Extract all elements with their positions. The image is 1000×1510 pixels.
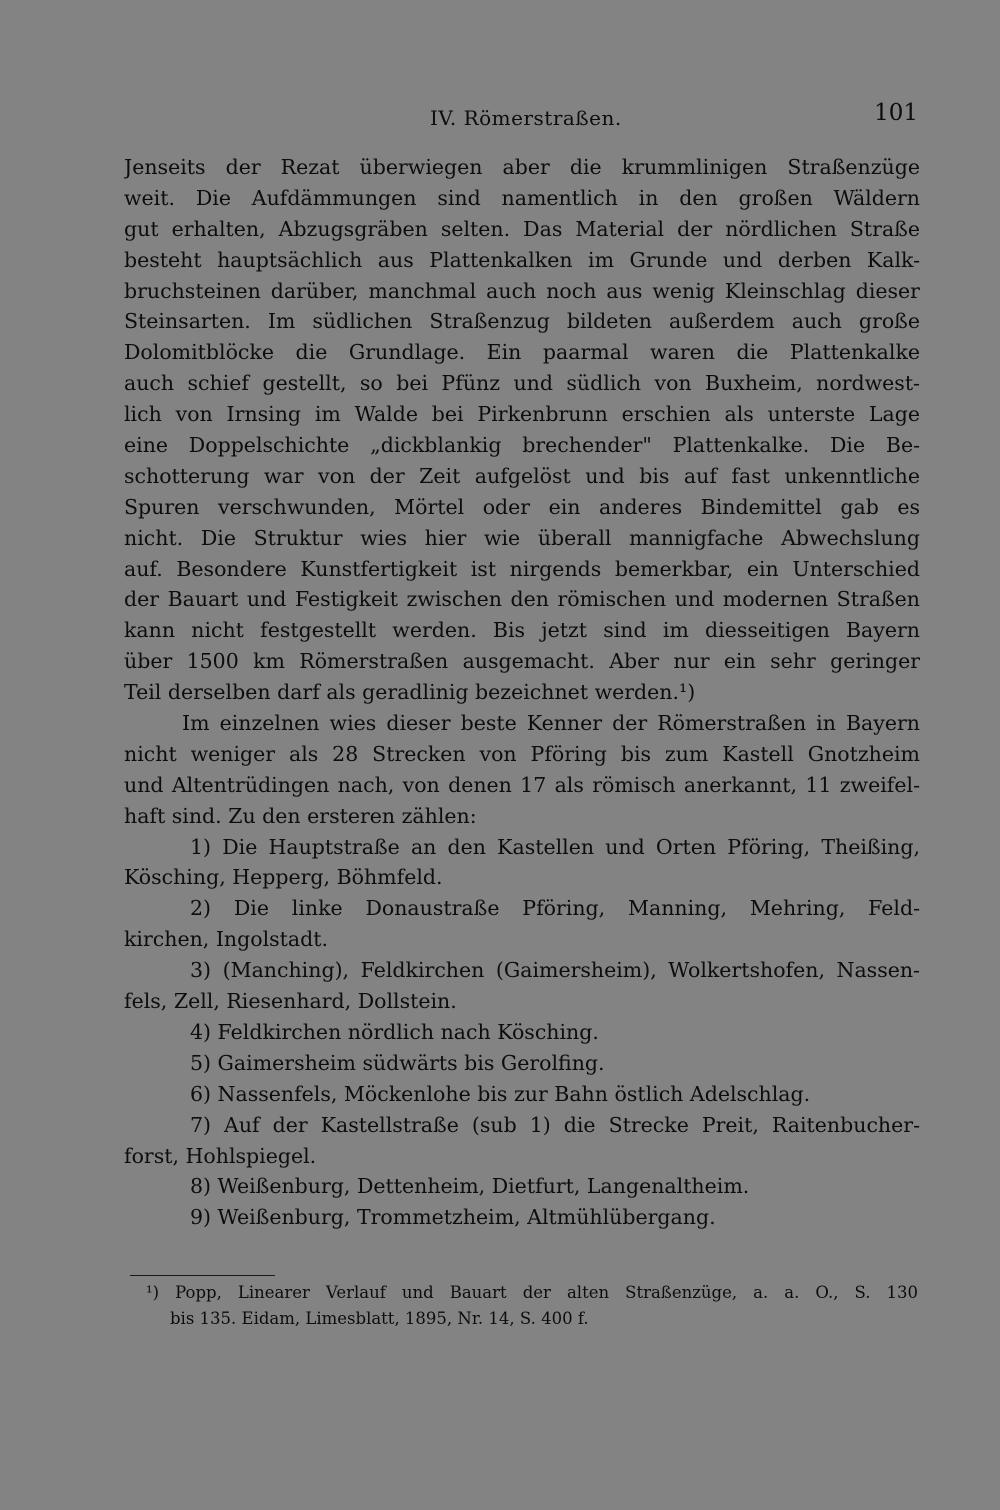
list-item-continuation: Kösching, Hepperg, Böhmfeld. [124, 865, 443, 890]
text-line: nicht. Die Struktur wies hier wie überall mannigfache Abwechslung [124, 525, 920, 550]
text-line: Dolomitblöcke die Grundlage. Ein paarmal waren die Plattenkalke [124, 340, 920, 365]
text-line: über 1500 km Römerstraßen ausgemacht. Aber nur ein sehr geringer [124, 649, 920, 674]
text-line: nicht weniger als 28 Strecken von Pföring bis zum Kastell Gnotzheim [124, 741, 920, 766]
footnote-divider [130, 1275, 275, 1276]
text-line: und Altentrüdingen nach, von denen 17 als römisch anerkannt, 11 zweifel- [124, 772, 920, 797]
footnotes [146, 1280, 918, 1332]
page-number: 101 [874, 100, 918, 126]
text-line: Teil derselben darf als geradlinig bezeichnet werden.¹) [124, 680, 696, 705]
list-item: 6) Nassenfels, Möckenlohe bis zur Bahn östlich Adelschlag. [190, 1081, 811, 1106]
footnote-line: ¹) Popp, Linearer Verlauf und Bauart der alten Straßenzüge, a. a. O., S. 130 [146, 1283, 918, 1302]
text-line: gut erhalten, Abzugsgräben selten. Das Material der nördlichen Straße [124, 216, 920, 241]
text-line: auch schief gestellt, so bei Pfünz und südlich von Buxheim, nordwest- [124, 371, 920, 396]
text-line: Steinsarten. Im südlichen Straßenzug bildeten außerdem auch große [124, 309, 920, 334]
running-header [124, 100, 920, 136]
list-item-continuation: kirchen, Ingolstadt. [124, 927, 329, 952]
text-line: kann nicht festgestellt werden. Bis jetzt sind im diesseitigen Bayern [124, 618, 920, 643]
text-line: haft sind. Zu den ersteren zählen: [124, 803, 477, 828]
body-text [124, 152, 920, 1233]
list-item: 1) Die Hauptstraße an den Kastellen und Orten Pföring, Theißing, [190, 834, 920, 859]
text-line: der Bauart und Festigkeit zwischen den römischen und modernen Straßen [124, 587, 920, 612]
text-line: Jenseits der Rezat überwiegen aber die krummlinigen Straßenzüge [124, 155, 920, 179]
list-item-continuation: fels, Zell, Riesenhard, Dollstein. [124, 989, 457, 1014]
text-line: Im einzelnen wies dieser beste Kenner der Römerstraßen in Bayern [182, 711, 920, 736]
text-line: eine Doppelschichte „dickblankig brechender" Plattenkalke. Die Be- [124, 433, 920, 458]
list-item: 5) Gaimersheim südwärts bis Gerolfing. [190, 1050, 605, 1075]
list-item: 8) Weißenburg, Dettenheim, Dietfurt, Langenaltheim. [190, 1174, 750, 1199]
list-item: 4) Feldkirchen nördlich nach Kösching. [190, 1019, 599, 1044]
list-item: 3) (Manching), Feldkirchen (Gaimersheim), Wolkertshofen, Nassen- [190, 958, 920, 983]
list-item: 7) Auf der Kastellstraße (sub 1) die Strecke Preit, Raitenbucher- [190, 1112, 920, 1137]
list-item-continuation: forst, Hohlspiegel. [124, 1143, 317, 1168]
text-line: schotterung war von der Zeit aufgelöst und bis auf fast unkenntliche [124, 463, 920, 488]
footnote-line: bis 135. Eidam, Limesblatt, 1895, Nr. 14, S. 400 f. [170, 1309, 589, 1328]
list-item: 9) Weißenburg, Trommetzheim, Altmühlübergang. [190, 1205, 716, 1230]
text-line: auf. Besondere Kunstfertigkeit ist nirgends bemerkbar, ein Unterschied [124, 556, 920, 581]
list-item: 2) Die linke Donaustraße Pföring, Manning, Mehring, Feld- [190, 896, 920, 921]
text-line: bruchsteinen darüber, manchmal auch noch aus wenig Kleinschlag dieser [124, 278, 920, 303]
text-line: besteht hauptsächlich aus Plattenkalken im Grunde und derben Kalk- [124, 247, 920, 272]
text-line: weit. Die Aufdämmungen sind namentlich in den großen Wäldern [124, 185, 920, 210]
text-line: Spuren verschwunden, Mörtel oder ein anderes Bindemittel gab es [124, 494, 920, 519]
text-line: lich von Irnsing im Walde bei Pirkenbrunn erschien als unterste Lage [124, 402, 920, 427]
chapter-title: IV. Römerstraßen. [430, 106, 622, 130]
